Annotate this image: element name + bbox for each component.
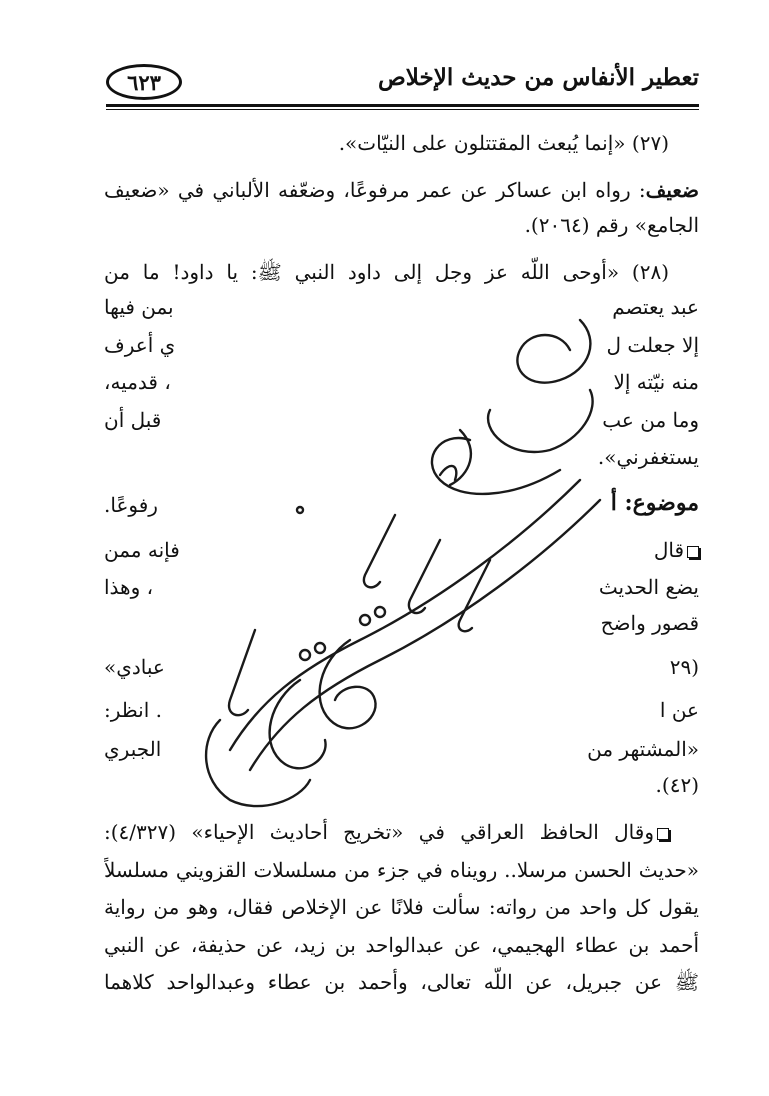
square-note-icon xyxy=(687,546,699,558)
hadith-29-left: عبادي» xyxy=(104,655,165,679)
iraqi-note-line2: «حديث الحسن مرسلا.. رويناه في جزء من مسلسلات القزويني مسلسلاً xyxy=(104,858,699,882)
grading-29-line2-left: الجبري xyxy=(104,737,162,761)
grading-27-line1 xyxy=(104,175,699,205)
note-28-line2-right: يضع الحديث xyxy=(598,575,699,599)
iraqi-note-line3: يقول كل واحد من رواته: سألت فلانًا عن الإخلاص فقال، وهو من رواية xyxy=(104,895,699,919)
note-28-line1-left: فإنه ممن xyxy=(104,538,180,562)
hadith-28-line4-left: ، قدميه، xyxy=(104,370,171,394)
hadith-28-line6: يستغفرني». xyxy=(597,445,699,469)
square-note-icon xyxy=(657,828,669,840)
page-number-badge xyxy=(106,64,182,100)
grading-28-left: رفوعًا. xyxy=(104,493,158,517)
note-28-line2-left: ، وهذا xyxy=(104,575,154,599)
grading-29-line1-right: عن ا xyxy=(659,698,699,722)
page-number: ٦٢٣ xyxy=(127,69,161,95)
iraqi-note-line5: ﷺ عن جبريل، عن اللَّه تعالى، وأحمد بن عطاء وعبدالواحد كلاهما xyxy=(104,970,699,994)
header-rule-thin xyxy=(106,109,699,110)
waqf-lillah-watermark xyxy=(160,300,630,820)
note-28-line1-text: قال xyxy=(653,538,684,562)
hadith-28-line2-left: بمن فيها xyxy=(104,295,174,319)
grading-27-line2: الجامع» رقم (٢٠٦٤). xyxy=(524,213,699,237)
hadith-27-text: (٢٧) «إنما يُبعث المقتتلون على النيّات». xyxy=(338,131,669,155)
hadith-28-line2-right: عبد يعتصم xyxy=(612,295,699,319)
iraqi-note-line4: أحمد بن عطاء الهجيمي، عن عبدالواحد بن زيد، عن حذيفة، عن النبي xyxy=(104,933,699,957)
iraqi-note-line1 xyxy=(104,817,699,847)
grading-29-line1-left: . انظر: xyxy=(104,698,163,722)
iraqi-note-line1-text: وقال الحافظ العراقي في «تخريج أحاديث الإحياء» (٤/٣٢٧): xyxy=(104,820,654,844)
note-28-line3-right: قصور واضح xyxy=(600,611,699,635)
grading-29-line2-right: «المشتهر من xyxy=(587,737,699,761)
header-rule-thick xyxy=(106,104,699,107)
hadith-28-line4-right: منه نيّته إلا xyxy=(613,370,699,394)
grading-28-right: موضوع: أ xyxy=(610,490,699,516)
grading-29-line3: (٤٢). xyxy=(655,773,699,797)
running-header-title: تعطير الأنفاس من حديث الإخلاص xyxy=(377,64,699,91)
grading-27-text: : رواه ابن عساكر عن عمر مرفوعًا، وضعّفه الألباني في «ضعيف xyxy=(104,178,646,202)
hadith-28-line1: (٢٨) «أوحى اللَّه عز وجل إلى داود النبي ﷺ: يا داود! ما من xyxy=(104,260,669,284)
hadith-29-right: (٢٩ xyxy=(669,655,699,679)
hadith-28-line3-left: ي أعرف xyxy=(104,333,176,357)
grading-label-weak: ضعيف xyxy=(645,178,699,202)
hadith-28-line5-right: وما من عب xyxy=(602,408,699,432)
hadith-28-line5-left: قبل أن xyxy=(104,408,162,432)
hadith-28-line3-right: إلا جعلت ل xyxy=(606,333,699,357)
note-28-line1-right xyxy=(654,535,699,565)
